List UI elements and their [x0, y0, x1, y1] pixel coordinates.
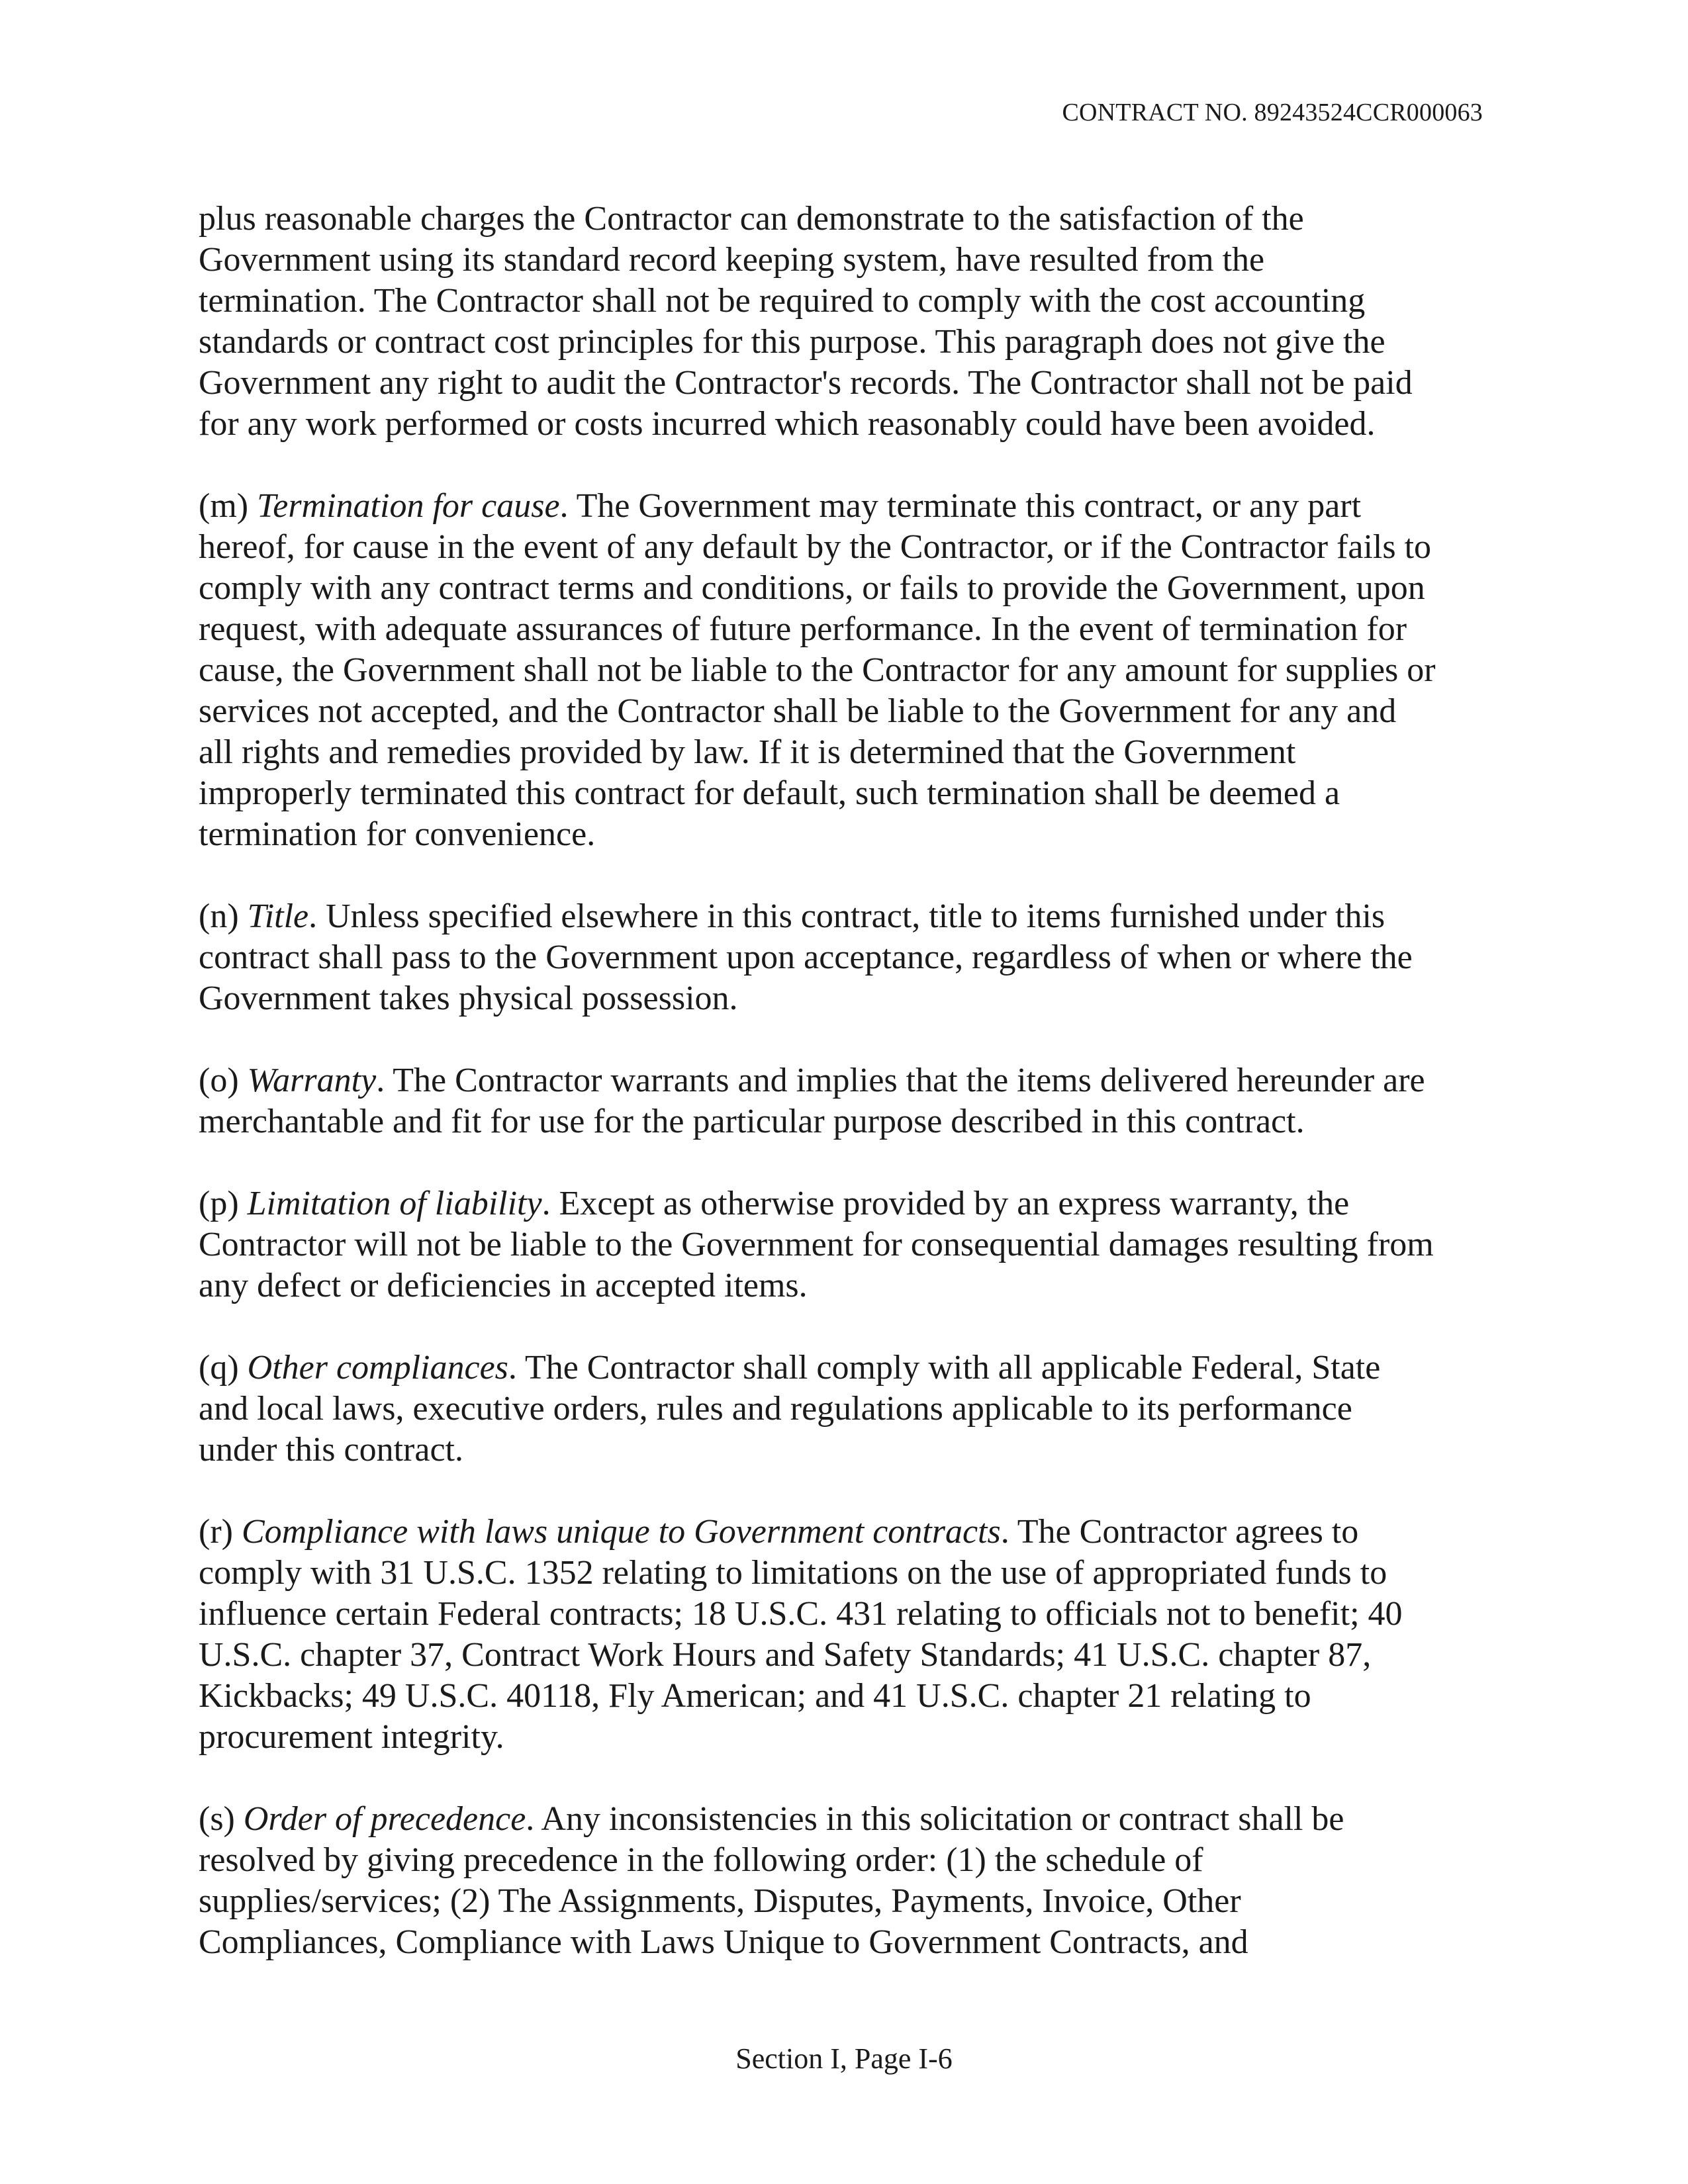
paragraph-heading: Warranty: [247, 1062, 377, 1099]
paragraph-first-line: [199, 1799, 1496, 1840]
text-run: . The Contractor shall comply with all applicable Federal, State: [508, 1349, 1381, 1387]
text-line: any defect or deficiencies in accepted items.: [199, 1267, 808, 1304]
text-run: . Any inconsistencies in this solicitation or contract shall be: [526, 1800, 1344, 1838]
text-line: Contractor will not be liable to the Government for consequential damages resulting from: [199, 1226, 1434, 1263]
text-run: . Unless specified elsewhere in this contract, title to items furnished under this: [308, 897, 1385, 935]
text-line: influence certain Federal contracts; 18 U.S.C. 431 relating to officials not to benefit; 40: [199, 1595, 1403, 1633]
text-line: termination for convenience.: [199, 815, 596, 853]
text-run: . The Contractor warrants and implies that the items delivered hereunder are: [376, 1062, 1425, 1099]
paragraph-heading: Compliance with laws unique to Government contracts: [241, 1513, 1001, 1551]
text-line: all rights and remedies provided by law. If it is determined that the Government: [199, 733, 1296, 771]
text-line: U.S.C. chapter 37, Contract Work Hours and Safety Standards; 41 U.S.C. chapter 87,: [199, 1636, 1372, 1674]
text-line: and local laws, executive orders, rules and regulations applicable to its performance: [199, 1390, 1352, 1428]
page-number-footer: Section I, Page I-6: [735, 2042, 953, 2075]
paragraph-first-line: [199, 1347, 1496, 1388]
contract-number-header: CONTRACT NO. 89243524CCR000063: [1062, 99, 1483, 126]
paragraph-marker: (s): [199, 1800, 244, 1838]
paragraph-continuation: [199, 199, 1496, 445]
paragraph-heading: Title: [247, 897, 309, 935]
paragraph-m-termination-for-cause: [199, 486, 1496, 855]
text-line: cause, the Government shall not be liable to the Contractor for any amount for supplies or: [199, 651, 1436, 689]
paragraph-q-other-compliances: [199, 1347, 1496, 1471]
text-line: hereof, for cause in the event of any default by the Contractor, or if the Contractor fails to: [199, 528, 1432, 566]
paragraph-heading: Other compliances: [247, 1349, 508, 1387]
paragraph-heading: Limitation of liability: [247, 1185, 542, 1222]
text-line: plus reasonable charges the Contractor can demonstrate to the satisfaction of the: [199, 200, 1304, 238]
text-line: comply with 31 U.S.C. 1352 relating to limitations on the use of appropriated funds to: [199, 1554, 1387, 1592]
paragraph-o-warranty: [199, 1060, 1496, 1142]
paragraph-first-line: [199, 1512, 1496, 1553]
text-line: services not accepted, and the Contractor shall be liable to the Government for any and: [199, 692, 1397, 730]
paragraph-first-line: [199, 1183, 1496, 1224]
text-run: . The Contractor agrees to: [1000, 1513, 1359, 1551]
paragraph-n-title: [199, 896, 1496, 1019]
text-line: termination. The Contractor shall not be required to comply with the cost accounting: [199, 282, 1366, 320]
paragraph-marker: (r): [199, 1513, 242, 1551]
text-line: Government using its standard record keeping system, have resulted from the: [199, 241, 1265, 279]
text-line: resolved by giving precedence in the following order: (1) the schedule of: [199, 1841, 1203, 1879]
text-line: under this contract.: [199, 1431, 463, 1469]
text-line: request, with adequate assurances of future performance. In the event of termination for: [199, 610, 1407, 648]
paragraph-heading: Termination for cause: [257, 487, 560, 525]
text-line: supplies/services; (2) The Assignments, Disputes, Payments, Invoice, Other: [199, 1882, 1241, 1920]
text-run: . The Government may terminate this contract, or any part: [559, 487, 1362, 525]
text-line: Kickbacks; 49 U.S.C. 40118, Fly American; and 41 U.S.C. chapter 21 relating to: [199, 1677, 1311, 1715]
paragraph-marker: (o): [199, 1062, 248, 1099]
text-line: for any work performed or costs incurred which reasonably could have been avoided.: [199, 405, 1376, 443]
paragraph-marker: (q): [199, 1349, 248, 1387]
paragraph-first-line: [199, 896, 1496, 937]
paragraph-marker: (n): [199, 897, 248, 935]
paragraph-first-line: [199, 1060, 1496, 1101]
paragraph-marker: (p): [199, 1185, 248, 1222]
paragraph-s-order-of-precedence: [199, 1799, 1496, 1963]
paragraph-heading: Order of precedence: [243, 1800, 526, 1838]
text-line: standards or contract cost principles for this purpose. This paragraph does not give the: [199, 323, 1385, 361]
text-line: Government takes physical possession.: [199, 979, 738, 1017]
text-line: merchantable and fit for use for the particular purpose described in this contract.: [199, 1103, 1305, 1140]
text-line: Government any right to audit the Contractor's records. The Contractor shall not be paid: [199, 364, 1413, 402]
text-run: . Except as otherwise provided by an express warranty, the: [541, 1185, 1350, 1222]
paragraph-r-compliance-with-laws: [199, 1512, 1496, 1758]
text-line: contract shall pass to the Government upon acceptance, regardless of when or where the: [199, 938, 1413, 976]
text-line: Compliances, Compliance with Laws Unique to Government Contracts, and: [199, 1923, 1248, 1961]
paragraph-marker: (m): [199, 487, 258, 525]
text-line: improperly terminated this contract for default, such termination shall be deemed a: [199, 774, 1340, 812]
paragraph-first-line: [199, 486, 1496, 527]
paragraph-p-limitation-of-liability: [199, 1183, 1496, 1306]
document-body: [199, 199, 1496, 2004]
text-line: procurement integrity.: [199, 1718, 504, 1756]
text-line: comply with any contract terms and conditions, or fails to provide the Government, upon: [199, 569, 1425, 607]
